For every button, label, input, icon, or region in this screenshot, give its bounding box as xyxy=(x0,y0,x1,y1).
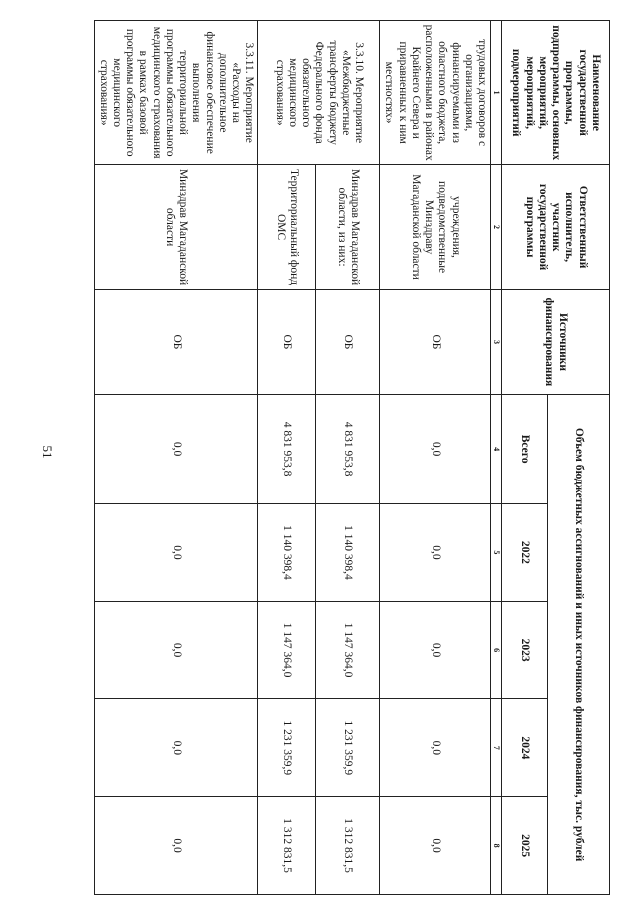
index-cell: 1 xyxy=(491,21,502,165)
row-total: 4 831 953,8 xyxy=(258,395,316,504)
index-row xyxy=(491,21,502,895)
row-2024: 1 231 359,9 xyxy=(258,699,316,797)
row-2023: 0,0 xyxy=(94,601,258,699)
row-2025: 0,0 xyxy=(94,797,258,895)
table-row xyxy=(380,21,491,895)
index-cell: 2 xyxy=(491,165,502,289)
header-2025: 2025 xyxy=(502,797,548,895)
header-2023: 2023 xyxy=(502,601,548,699)
row-source: ОБ xyxy=(94,289,258,394)
row-2022: 1 140 398,4 xyxy=(258,504,316,602)
row-total: 0,0 xyxy=(94,395,258,504)
row-source: ОБ xyxy=(380,289,491,394)
index-cell: 3 xyxy=(491,289,502,394)
row-2025: 1 312 831,5 xyxy=(316,797,380,895)
row-2024: 1 231 359,9 xyxy=(316,699,380,797)
row-2023: 1 147 364,0 xyxy=(316,601,380,699)
index-cell: 8 xyxy=(491,797,502,895)
funding-table xyxy=(94,20,610,895)
row-total: 0,0 xyxy=(380,395,491,504)
row-executor: учреждения, подведомственные Минздраву Магаданской области xyxy=(380,165,491,289)
header-executor: Ответственный исполнитель, участник государственной программы xyxy=(502,165,610,289)
row-2022: 1 140 398,4 xyxy=(316,504,380,602)
row-name: 3.3.11. Мероприятие «Расходы на дополнительное финансовое обеспечение выполнения территориальной программы обязательного медицинского страхования в рамках базовой программы обязательного медицинского страхования» xyxy=(94,21,258,165)
header-2024: 2024 xyxy=(502,699,548,797)
index-cell: 5 xyxy=(491,504,502,602)
rotated-table-wrapper xyxy=(97,20,610,895)
row-name: 3.3.10. Мероприятие «Межбюджетные трансферты бюджету Федерального фонда обязательного медицинского страхования» xyxy=(258,21,380,165)
row-2024: 0,0 xyxy=(94,699,258,797)
row-total: 4 831 953,8 xyxy=(316,395,380,504)
index-cell: 4 xyxy=(491,395,502,504)
row-2025: 1 312 831,5 xyxy=(258,797,316,895)
row-2022: 0,0 xyxy=(380,504,491,602)
header-total: Всего xyxy=(502,395,548,504)
row-executor: Минздрав Магаданской области, из них: xyxy=(316,165,380,289)
row-executor: Территориальный фонд ОМС xyxy=(258,165,316,289)
row-executor: Минздрав Магаданской области xyxy=(94,165,258,289)
table-row xyxy=(94,21,258,895)
row-2022: 0,0 xyxy=(94,504,258,602)
index-cell: 7 xyxy=(491,699,502,797)
header-name: Наименование государственной программы, подпрограммы, основных мероприятий, мероприятий, подмероприятий xyxy=(502,21,610,165)
row-2024: 0,0 xyxy=(380,699,491,797)
page-number: 51 xyxy=(40,445,55,459)
row-source: ОБ xyxy=(316,289,380,394)
row-2023: 1 147 364,0 xyxy=(258,601,316,699)
header-2022: 2022 xyxy=(502,504,548,602)
table-row xyxy=(316,21,380,895)
index-cell: 6 xyxy=(491,601,502,699)
row-source: ОБ xyxy=(258,289,316,394)
header-source: Источники финансирования xyxy=(502,289,610,394)
row-name: трудовых договоров с организациями, финансируемыми из областного бюджета, расположенными в районах Крайнего Севера и приравненных к ним местностях» xyxy=(380,21,491,165)
row-2023: 0,0 xyxy=(380,601,491,699)
row-2025: 0,0 xyxy=(380,797,491,895)
header-funding-group: Объем бюджетных ассигнований и иных источников финансирования, тыс. рублей xyxy=(548,395,610,895)
